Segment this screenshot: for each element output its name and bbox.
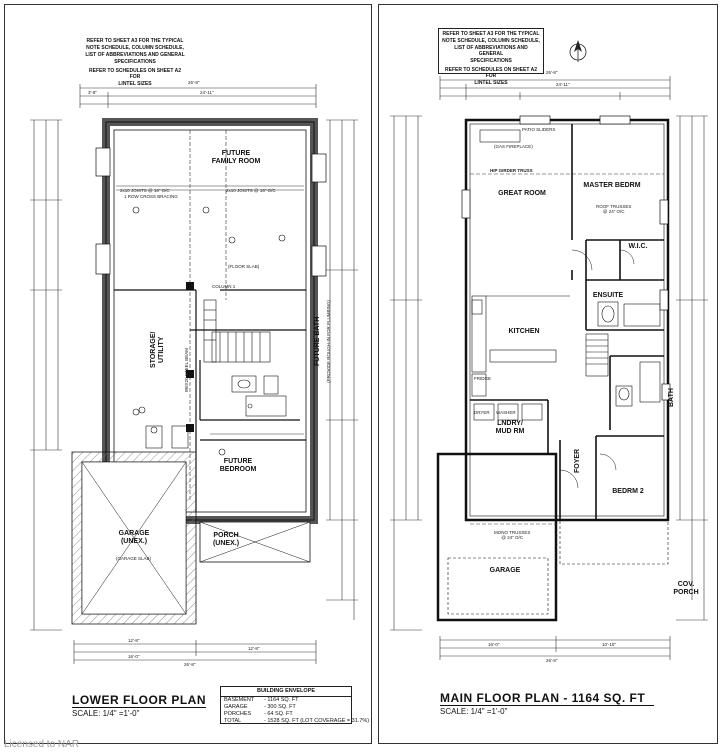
lower-room-bedroom: FUTURE BEDROOM — [219, 458, 257, 473]
main-dim-segment-a: 24'-11" — [556, 82, 570, 87]
lower-room-bath: FUTURE BATH — [314, 316, 321, 366]
envelope-key: BASEMENT — [224, 697, 255, 703]
main-dim-overall-top: 26'-8" — [546, 70, 558, 75]
main-room-porch: COV. PORCH — [673, 581, 699, 596]
main-gas-fireplace-label: (GAS FIREPLACE) — [494, 144, 533, 149]
main-dim-overall-bottom: 26'-8" — [546, 658, 558, 663]
main-dim-bottom-a: 16'-0" — [488, 642, 500, 647]
lower-dim-garage-width: 16'-0" — [128, 654, 140, 659]
main-room-master: MASTER BEDRM — [583, 182, 641, 189]
lower-scale-label: SCALE: 1/4" =1'-0" — [72, 709, 140, 718]
lower-dim-overall-top: 26'-8" — [188, 80, 200, 85]
main-mono-trusses-label: MONO TRUSSES @ 24" O/C — [494, 530, 531, 540]
lower-column-label: COLUMN 1 — [212, 284, 236, 289]
main-washer-label: WASHER — [496, 410, 516, 415]
lower-room-garage: GARAGE (UNEX.) — [118, 530, 150, 545]
note-line: NOTE SCHEDULE, COLUMN SCHEDULE, — [442, 38, 540, 44]
main-dim-bottom-b: 10'-10" — [602, 642, 616, 647]
note-line: LINTEL SIZES — [118, 81, 152, 87]
main-room-kitchen: KITCHEN — [508, 328, 540, 335]
main-room-garage: GARAGE — [489, 567, 521, 574]
note-line: REFER TO SCHEDULES ON SHEET A2 FOR — [89, 68, 181, 80]
main-roof-trusses-label: ROOF TRUSSES @ 24" O/C — [596, 204, 632, 214]
main-room-ensuite: ENSUITE — [592, 292, 624, 299]
envelope-row — [221, 718, 370, 725]
main-room-foyer: FOYER — [574, 448, 581, 474]
envelope-value: - 64 SQ. FT — [264, 711, 293, 717]
lower-dim-overall-bottom: 26'-8" — [184, 662, 196, 667]
note-line: LIST OF ABBREVIATIONS AND GENERAL — [85, 52, 185, 58]
main-room-bath: BATH — [668, 388, 675, 408]
note-line: REFER TO SCHEDULES ON SHEET A2 FOR — [445, 67, 537, 79]
lower-title-underline — [72, 707, 206, 708]
main-fridge-label: FRIDGE — [474, 376, 492, 381]
lower-rough-in-label: (PROVIDE ROUGH-IN FOR PLUMBING) — [326, 300, 331, 383]
lower-floor-slab-label: (FLOOR SLAB) — [228, 264, 260, 269]
note-line: LINTEL SIZES — [474, 80, 508, 86]
lower-room-porch: PORCH (UNEX.) — [212, 532, 240, 547]
envelope-key: GARAGE — [224, 704, 248, 710]
lower-dim-bottom-b: 12'-8" — [248, 646, 260, 651]
envelope-row — [221, 704, 351, 711]
building-envelope-table — [220, 686, 370, 724]
envelope-key: TOTAL — [224, 718, 242, 724]
lower-dim-bottom-a: 12'-8" — [128, 638, 140, 643]
main-room-wic: W.I.C. — [628, 243, 648, 250]
lower-room-family: FUTURE FAMILY ROOM — [211, 150, 261, 165]
envelope-value: - 1164 SQ. FT — [264, 697, 299, 703]
lower-cross-bracing-label: 1 ROW CROSS BRACING — [124, 194, 178, 199]
main-patio-sliders-label: PATIO SLIDERS — [522, 127, 556, 132]
main-scale-label: SCALE: 1/4" =1'-0" — [440, 707, 508, 716]
envelope-row — [221, 697, 351, 704]
main-room-great: GREAT ROOM — [498, 190, 546, 197]
lower-dim-segment-b: 24'-11" — [200, 90, 214, 95]
note-line: SPECIFICATIONS — [114, 59, 156, 65]
main-room-bedrm2: BEDRM 2 — [612, 488, 644, 495]
watermark-text: Licensed to NAR — [4, 739, 80, 750]
main-floor-plan-title: MAIN FLOOR PLAN - 1164 SQ. FT — [440, 691, 646, 705]
lower-floor-plan-title: LOWER FLOOR PLAN — [72, 693, 206, 707]
lower-joists-label: 2x10 JOISTS @ 16" O/C — [226, 188, 276, 193]
envelope-value: - 300 SQ. FT — [264, 704, 296, 710]
lower-joists-label: 2x10 JOISTS @ 16" O/C — [120, 188, 170, 193]
envelope-heading: BUILDING ENVELOPE — [221, 687, 351, 697]
main-room-laundry: LNDRY/ MUD RM — [495, 420, 525, 435]
note-line: REFER TO SHEET A3 FOR THE TYPICAL — [86, 38, 184, 44]
note-line: LIST OF ABBREVIATIONS AND GENERAL — [454, 45, 528, 57]
lower-steel-beam-label: W6X20 STEEL BEAM — [184, 348, 189, 393]
note-line: SPECIFICATIONS — [470, 58, 512, 64]
envelope-value: - 1528 SQ. FT (LOT COVERAGE = 31.7%) — [264, 718, 370, 724]
main-floor-plan-drawing — [378, 0, 722, 670]
main-title-underline — [440, 705, 654, 706]
lower-room-storage: STORAGE/ UTILITY — [150, 331, 165, 369]
envelope-key: PORCHES — [224, 711, 252, 717]
lower-dim-segment-a: 3'-8" — [88, 90, 97, 95]
envelope-row — [221, 711, 351, 718]
note-line: NOTE SCHEDULE, COLUMN SCHEDULE, — [86, 45, 184, 51]
lower-garage-slab-label: (GARAGE SLAB) — [116, 556, 152, 561]
note-line: REFER TO SHEET A3 FOR THE TYPICAL — [442, 31, 540, 37]
main-dryer-label: DRYER — [474, 410, 490, 415]
main-hip-girder-label: HIP GIRDER TRUSS — [490, 168, 533, 173]
